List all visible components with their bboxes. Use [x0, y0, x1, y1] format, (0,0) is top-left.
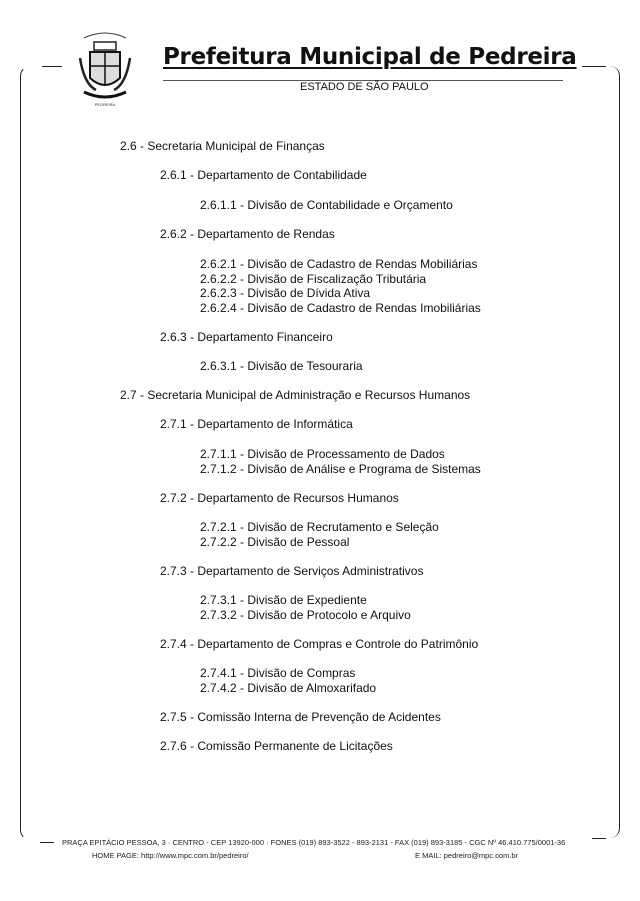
- department-item: 2.7.6 - Comissão Permanente de Licitações: [160, 739, 393, 753]
- division-item: 2.7.1.1 - Divisão de Processamento de Dados: [200, 447, 445, 461]
- left-frame-bracket: [20, 66, 35, 840]
- department-item: 2.7.2 - Departamento de Recursos Humanos: [160, 491, 399, 505]
- right-frame-bracket: [605, 66, 620, 838]
- department-item: 2.7.5 - Comissão Interna de Prevenção de Acidentes: [160, 710, 441, 724]
- division-item: 2.6.3.1 - Divisão de Tesouraria: [200, 359, 363, 373]
- division-item: 2.6.1.1 - Divisão de Contabilidade e Orçamento: [200, 198, 453, 212]
- division-item: 2.7.3.2 - Divisão de Protocolo e Arquivo: [200, 608, 411, 622]
- department-item: 2.6.1 - Departamento de Contabilidade: [160, 168, 367, 182]
- division-item: 2.7.1.2 - Divisão de Análise e Programa de Sistemas: [200, 462, 481, 476]
- department-item: 2.6.2 - Departamento de Rendas: [160, 227, 335, 241]
- division-item: 2.6.2.1 - Divisão de Cadastro de Rendas Mobiliárias: [200, 257, 478, 271]
- division-item: 2.7.2.2 - Divisão de Pessoal: [200, 535, 350, 549]
- frame-line: [40, 842, 54, 843]
- footer-email: E MAIL: pedreiro@mpc.com.br: [415, 851, 519, 860]
- department-item: 2.6.3 - Departamento Financeiro: [160, 330, 333, 344]
- municipal-crest-logo: [76, 28, 134, 110]
- svg-text:PEDREIRA: PEDREIRA: [94, 102, 116, 107]
- footer-address: PRAÇA EPITÁCIO PESSOA, 3 · CENTRO - CEP 13920-000 · FONES (019) 893-3522 - 893-2131 - FAX (019) 893-3185 - CGC Nº 46.410.775/0001-36: [62, 838, 566, 847]
- frame-line: [42, 66, 62, 67]
- department-item: 2.7.4 - Departamento de Compras e Controle do Patrimônio: [160, 637, 479, 651]
- division-item: 2.7.4.1 - Divisão de Compras: [200, 666, 356, 680]
- frame-line: [592, 838, 606, 839]
- division-item: 2.7.4.2 - Divisão de Almoxarifado: [200, 681, 377, 695]
- division-item: 2.7.2.1 - Divisão de Recrutamento e Seleção: [200, 520, 439, 534]
- division-item: 2.6.2.2 - Divisão de Fiscalização Tributária: [200, 272, 427, 286]
- footer-homepage: HOME PAGE: http://www.mpc.com.br/pedreiro/: [92, 851, 249, 860]
- frame-line: [582, 66, 606, 67]
- department-item: 2.7.1 - Departamento de Informática: [160, 417, 353, 431]
- page-title: Prefeitura Municipal de Pedreira: [163, 44, 577, 70]
- section-heading: 2.6 - Secretaria Municipal de Finanças: [120, 139, 325, 153]
- department-item: 2.7.3 - Departamento de Serviços Administrativos: [160, 564, 424, 578]
- division-item: 2.7.3.1 - Divisão de Expediente: [200, 593, 367, 607]
- division-item: 2.6.2.3 - Divisão de Dívida Ativa: [200, 286, 371, 300]
- division-item: 2.6.2.4 - Divisão de Cadastro de Rendas Imobiliárias: [200, 301, 481, 315]
- section-heading: 2.7 - Secretaria Municipal de Administração e Recursos Humanos: [120, 388, 471, 402]
- page-subtitle: ESTADO DE SÃO PAULO: [300, 81, 429, 93]
